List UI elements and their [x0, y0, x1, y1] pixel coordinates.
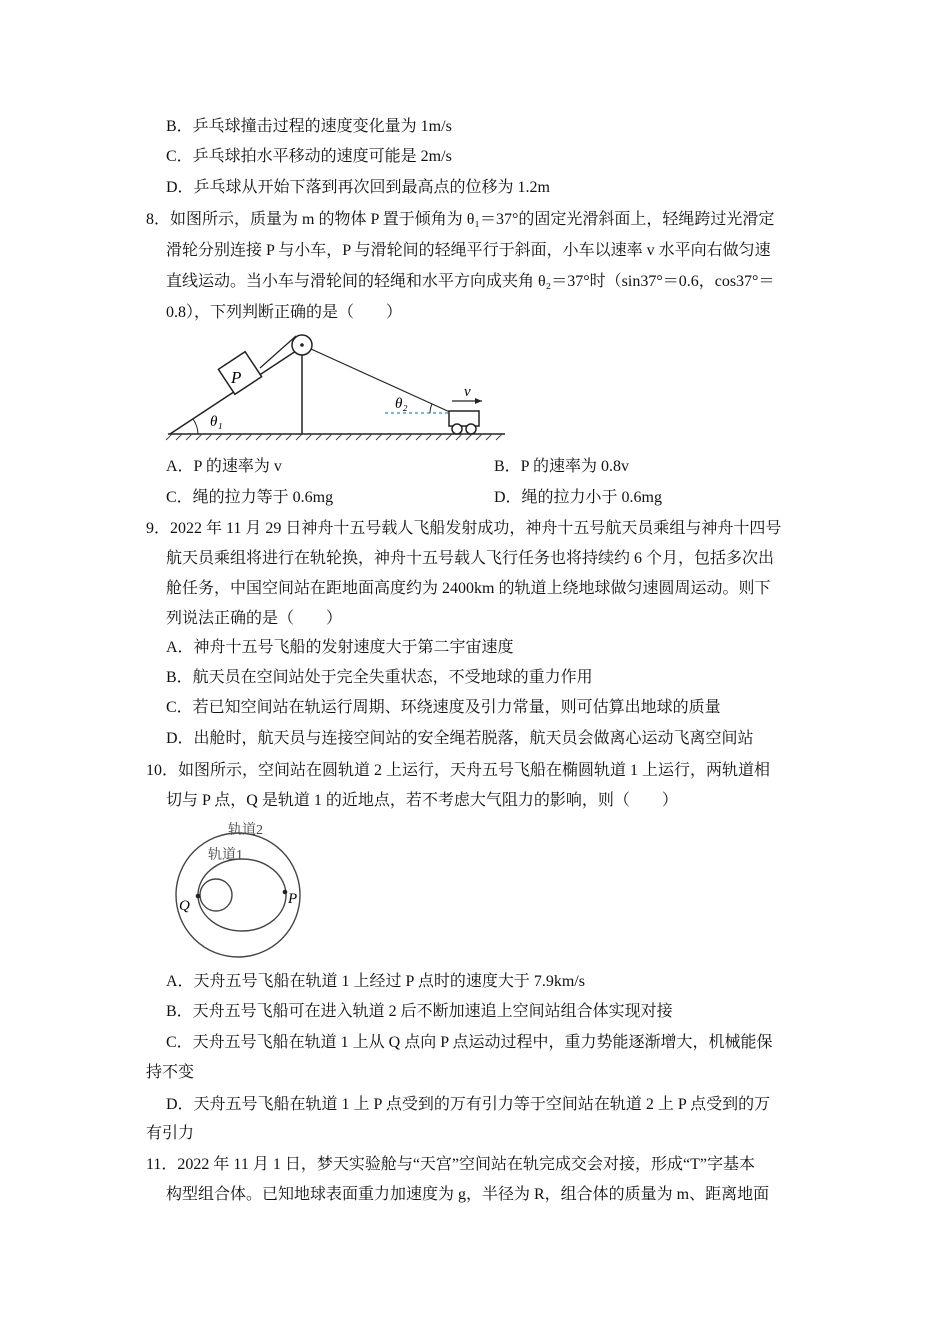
orbit-1 [198, 859, 286, 931]
q11-stem-line2: 构型组合体。已知地球表面重力加速度为 g，半径为 R，组合体的质量为 m、距离地面 [166, 1186, 770, 1203]
q10-option-c-line2: 持不变 [146, 1064, 195, 1081]
q8-stem-line4: 0.8），下列判断正确的是（ ） [166, 304, 403, 321]
ground-hatch [166, 434, 502, 440]
q8-stem-line1: 8．如图所示，质量为 m 的物体 P 置于倾角为 θ₁＝37°的固定光滑斜面上，轻绳跨过光滑定 [146, 211, 775, 228]
earth [200, 879, 232, 911]
q10-option-c-line1: C．天舟五号飞船在轨道 1 上从 Q 点向 P 点运动过程中，重力势能逐渐增大，机械能保 [166, 1034, 773, 1051]
q10-stem-line2: 切与 P 点，Q 是轨道 1 的近地点，若不考虑大气阻力的影响，则（ ） [166, 792, 678, 809]
cart [449, 411, 479, 426]
q7-option-c: C．乒乓球拍水平移动的速度可能是 2m/s [166, 148, 452, 165]
q10-stem-line1: 10．如图所示，空间站在圆轨道 2 上运行，天舟五号飞船在椭圆轨道 1 上运行，两轨道相 [146, 762, 771, 779]
q8-incline-figure [160, 330, 520, 445]
q9-option-c: C．若已知空间站在轨运行周期、环绕速度及引力常量，则可估算出地球的质量 [166, 699, 721, 716]
q9-stem-line4: 列说法正确的是（ ） [166, 610, 343, 627]
q11-stem-line1: 11．2022 年 11 月 1 日，梦天实验舱与“天宫”空间站在轨完成交会对接，形成“T”字基本 [146, 1156, 755, 1173]
q10-option-d-line1: D．天舟五号飞船在轨道 1 上 P 点受到的万有引力等于空间站在轨道 2 上 P 点受到的万 [166, 1096, 771, 1113]
q8-option-c: C．绳的拉力等于 0.6mg [166, 489, 334, 506]
q9-stem-line2: 航天员乘组将进行在轨轮换，神舟十五号载人飞行任务也将持续约 6 个月，包括多次出 [166, 550, 775, 567]
orbit-1-label: 轨道1 [208, 848, 243, 863]
q8-option-d: D．绳的拉力小于 0.6mg [494, 489, 663, 506]
q8-stem-line3: 直线运动。当小车与滑轮间的轻绳和水平方向成夹角 θ₂＝37°时（sin37°＝0.6，cos37°＝ [166, 273, 775, 290]
theta1-label: θ₁ [210, 414, 223, 430]
orbit-2-label: 轨道2 [228, 823, 263, 838]
q10-orbit-figure [160, 818, 310, 958]
rope-to-cart [311, 349, 452, 413]
q8-stem-line2: 滑轮分别连接 P 与小车，P 与滑轮间的轻绳平行于斜面，小车以速率 v 水平向右做匀速 [166, 242, 771, 259]
q9-stem-line1: 9．2022 年 11 月 29 日神舟十五号载人飞船发射成功，神舟十五号航天员乘组与神舟十四号 [146, 520, 782, 537]
velocity-label: v [464, 384, 471, 400]
point-p-label: P [288, 891, 298, 907]
q10-option-d-line2: 有引力 [146, 1125, 195, 1142]
point-q-label: Q [179, 898, 190, 914]
q7-option-d: D．乒乓球从开始下落到再次回到最高点的位移为 1.2m [166, 179, 551, 196]
q8-option-a: A．P 的速率为 v [166, 458, 282, 475]
block-p-label: P [231, 368, 242, 387]
q9-stem-line3: 舱任务，中国空间站在距地面高度约为 2400km 的轨道上绕地球做匀速圆周运动。则下 [166, 580, 771, 597]
q9-option-a: A．神舟十五号飞船的发射速度大于第二宇宙速度 [166, 639, 514, 656]
q8-option-b: B．P 的速率为 0.8v [494, 458, 629, 475]
q10-option-a: A．天舟五号飞船在轨道 1 上经过 P 点时的速度大于 7.9km/s [166, 973, 585, 990]
q7-option-b: B．乒乓球撞击过程的速度变化量为 1m/s [166, 118, 452, 135]
q10-option-b: B．天舟五号飞船可在进入轨道 2 后不断加速追上空间站组合体实现对接 [166, 1003, 673, 1020]
theta2-label: θ₂ [395, 396, 408, 412]
q9-option-b: B．航天员在空间站处于完全失重状态，不受地球的重力作用 [166, 669, 593, 686]
q9-option-d: D．出舱时，航天员与连接空间站的安全绳若脱落，航天员会做离心运动飞离空间站 [166, 730, 754, 747]
